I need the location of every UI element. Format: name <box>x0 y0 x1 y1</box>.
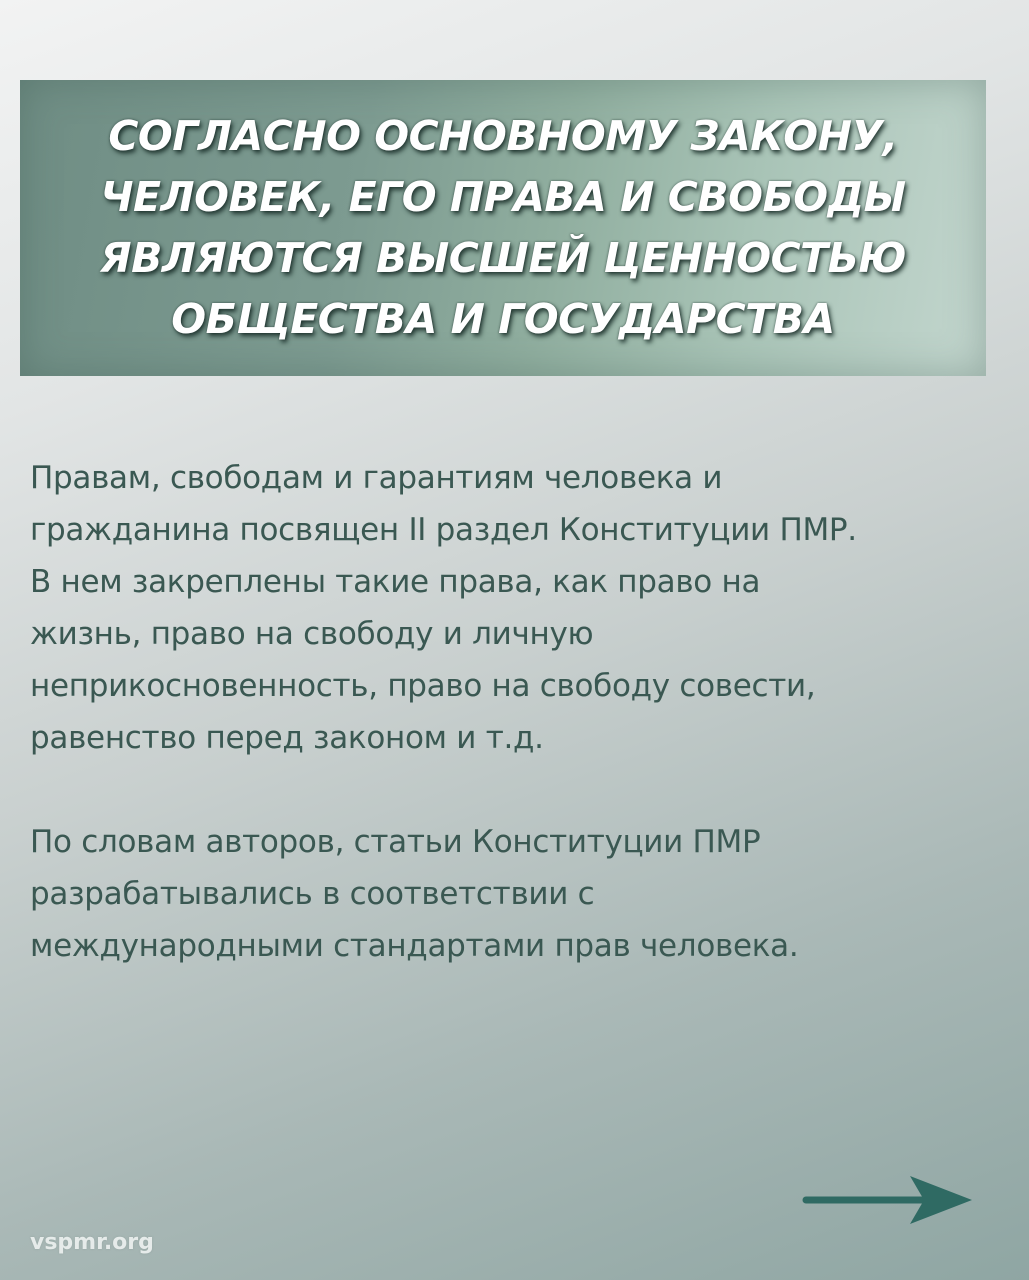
banner-title-line: СОГЛАСНО ОСНОВНОМУ ЗАКОНУ, <box>108 112 898 160</box>
paragraph-line: По словам авторов, статьи Конституции ПМР <box>30 824 761 860</box>
site-watermark: vspmr.org <box>30 1230 154 1255</box>
paragraph-authors <box>30 816 1000 972</box>
paragraph-rights <box>30 452 1000 764</box>
paragraph-line: В нем закреплены такие права, как право на <box>30 564 761 600</box>
paragraph-line: неприкосновенность, право на свободу совести, <box>30 668 816 704</box>
paragraph-line: разрабатывались в соответствии с <box>30 876 595 912</box>
paragraph-line: равенство перед законом и т.д. <box>30 720 544 756</box>
arrow-right-icon[interactable] <box>800 1172 980 1228</box>
banner-title-line: ОБЩЕСТВА И ГОСУДАРСТВА <box>171 295 835 343</box>
paragraph-line: Правам, свободам и гарантиям человека и <box>30 460 723 496</box>
banner-title-line: ЯВЛЯЮТСЯ ВЫСШЕЙ ЦЕННОСТЬЮ <box>100 234 906 282</box>
title-banner <box>20 80 986 376</box>
banner-title-line: ЧЕЛОВЕК, ЕГО ПРАВА И СВОБОДЫ <box>100 173 906 221</box>
paragraph-line: жизнь, право на свободу и личную <box>30 616 594 652</box>
banner-title <box>100 106 906 350</box>
paragraph-line: международными стандартами прав человека. <box>30 928 799 964</box>
body-text <box>30 452 1000 972</box>
paragraph-line: гражданина посвящен II раздел Конституции ПМР. <box>30 512 857 548</box>
